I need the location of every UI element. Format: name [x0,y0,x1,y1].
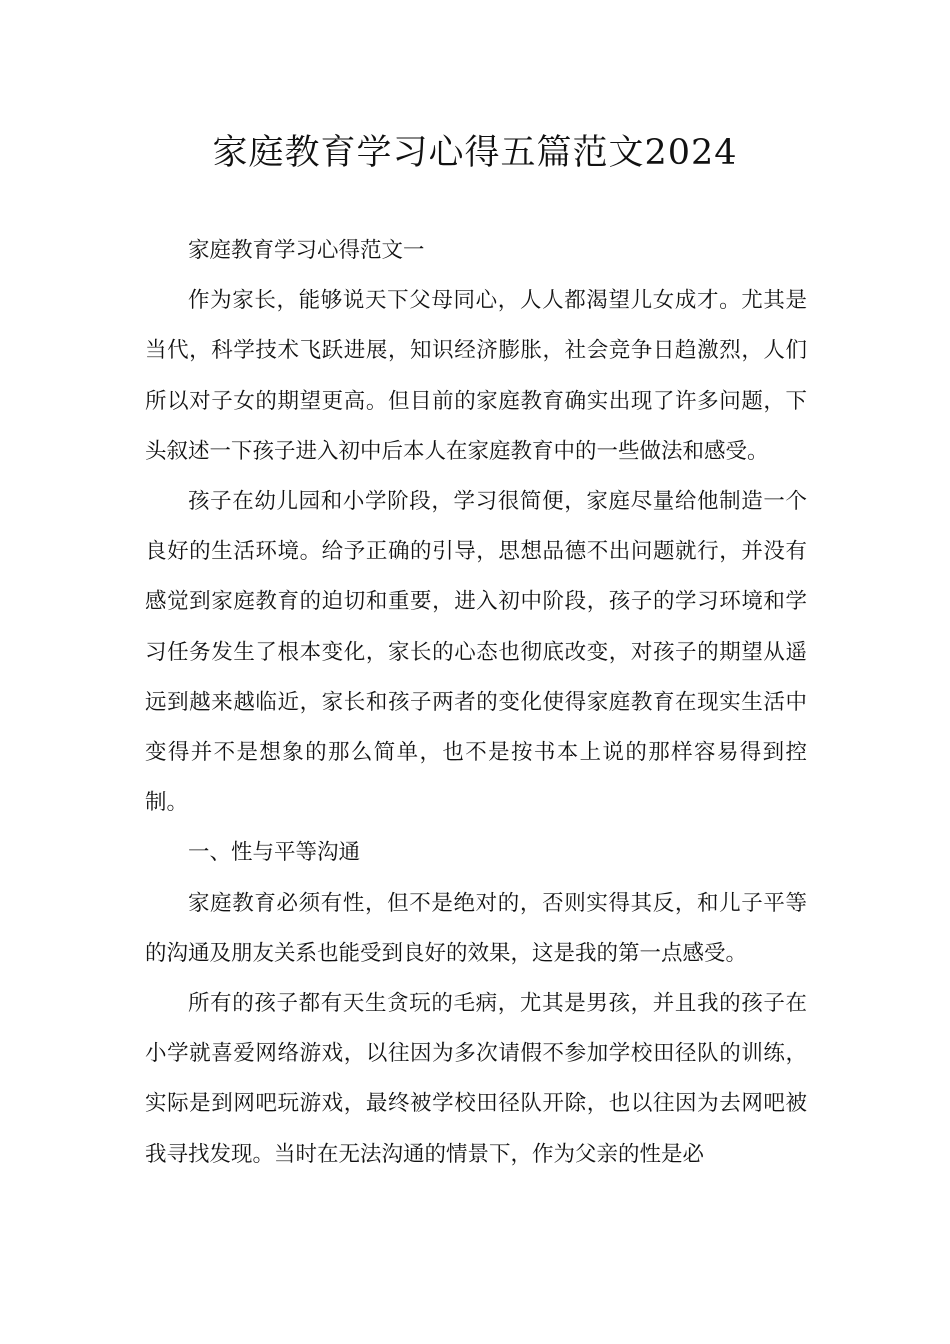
paragraph: 作为家长，能够说天下父母同心，人人都渴望儿女成才。尤其是当代，科学技术飞跃进展，知识经济膨胀，社会竞争日趋激烈，人们所以对子女的期望更高。但目前的家庭教育确实出现了许多问题，下头叙述一下孩子进入初中后本人在家庭教育中的一些做法和感受。 [145,288,807,464]
document-title: 家庭教育学习心得五篇范文2024 [212,133,738,173]
subsection-heading: 一、性与平等沟通 [188,840,361,866]
paragraph: 所有的孩子都有天生贪玩的毛病，尤其是男孩，并且我的孩子在小学就喜爱网络游戏，以往因为多次请假不参加学校田径队的训练，实际是到网吧玩游戏，最终被学校田径队开除，也以往因为去网吧被我寻找发现。当时在无法沟通的情景下，作为父亲的性是必 [145,991,807,1167]
document-body [145,226,807,1180]
section-heading: 家庭教育学习心得范文一 [188,238,425,263]
paragraph: 家庭教育必须有性，但不是绝对的，否则实得其反，和儿子平等的沟通及朋友关系也能受到良好的效果，这是我的第一点感受。 [145,890,807,966]
paragraph: 孩子在幼儿园和小学阶段，学习很简便，家庭尽量给他制造一个良好的生活环境。给予正确的引导，思想品德不出问题就行，并没有感觉到家庭教育的迫切和重要，进入初中阶段，孩子的学习环境和学习任务发生了根本变化，家长的心态也彻底改变，对孩子的期望从遥远到越来越临近，家长和孩子两者的变化使得家庭教育在现实生活中变得并不是想象的那么简单，也不是按书本上说的那样容易得到控制。 [145,489,807,816]
